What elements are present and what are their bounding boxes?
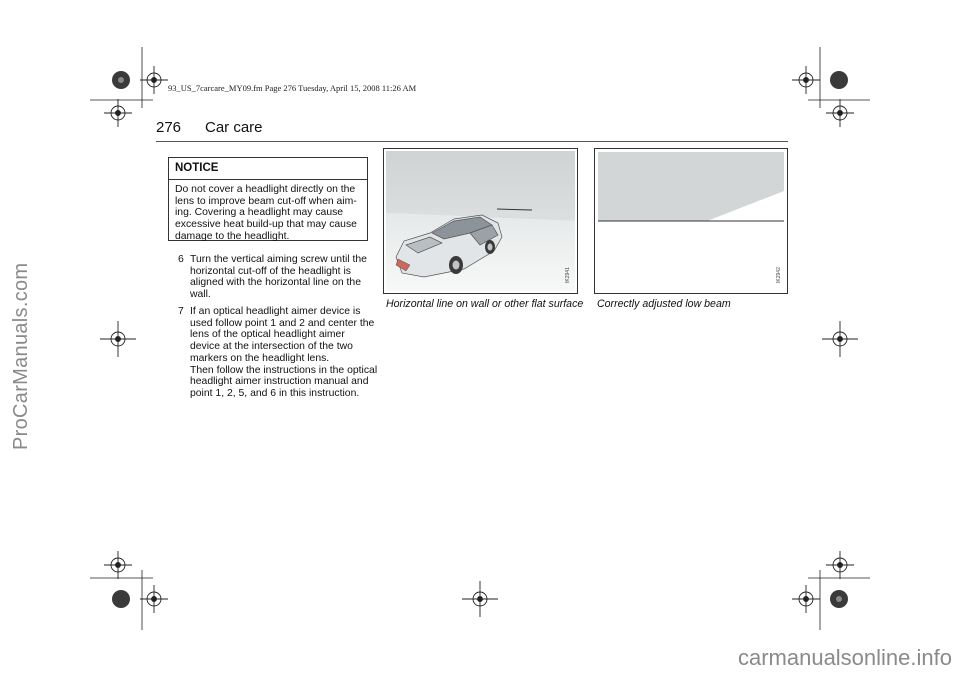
print-meta-line: 93_US_7carcare_MY09.fm Page 276 Tuesday, April 15, 2008 11:26 AM bbox=[168, 83, 417, 93]
notice-box bbox=[168, 157, 368, 241]
watermark-bottom: carmanualsonline.info bbox=[737, 645, 952, 670]
section-title: Car care bbox=[205, 119, 263, 136]
step-line: used follow point 1 and 2 and center the bbox=[190, 317, 375, 329]
step-7 bbox=[178, 306, 378, 400]
step-text bbox=[190, 254, 378, 301]
figure-code: IK2942 bbox=[776, 267, 782, 283]
step-line: horizontal cut-off of the headlight is bbox=[190, 265, 351, 277]
low-beam-illustration bbox=[595, 149, 787, 293]
car-illustration bbox=[384, 149, 577, 293]
watermark-left: ProCarManuals.com bbox=[10, 262, 32, 450]
notice-line: lens to improve beam cut-off when aim- bbox=[175, 195, 357, 207]
step-number: 7 bbox=[178, 306, 184, 317]
notice-body bbox=[175, 184, 365, 243]
step-text bbox=[190, 306, 378, 400]
notice-line: ing. Covering a headlight may cause bbox=[175, 207, 344, 219]
step-6 bbox=[178, 254, 378, 302]
step-line: Then follow the instructions in the optical bbox=[190, 364, 378, 376]
figure-code: IK2941 bbox=[565, 267, 571, 283]
figure-low-beam bbox=[594, 148, 788, 294]
step-line: device at the intersection of the two bbox=[190, 341, 353, 353]
figure-caption: Horizontal line on wall or other flat surface bbox=[386, 298, 584, 310]
notice-title: NOTICE bbox=[169, 158, 367, 180]
figure-caption: Correctly adjusted low beam bbox=[597, 298, 731, 310]
step-line: markers on the headlight lens. bbox=[190, 352, 330, 364]
step-number: 6 bbox=[178, 254, 184, 265]
notice-line: Do not cover a headlight directly on the bbox=[175, 184, 356, 195]
page-number: 276 bbox=[156, 119, 182, 136]
step-line: aligned with the horizontal line on the bbox=[190, 277, 361, 289]
step-line: wall. bbox=[190, 289, 211, 301]
step-line: lens of the optical headlight aimer bbox=[190, 329, 345, 341]
header-rule bbox=[156, 141, 788, 142]
step-line: If an optical headlight aimer device is bbox=[190, 306, 361, 317]
notice-line: excessive heat build-up that may cause bbox=[175, 219, 357, 231]
step-line: headlight aimer instruction manual and bbox=[190, 376, 369, 388]
notice-line: damage to the headlight. bbox=[175, 230, 290, 242]
step-line: point 1, 2, 5, and 6 in this instruction. bbox=[190, 387, 360, 399]
step-line: Turn the vertical aiming screw until the bbox=[190, 254, 367, 265]
figure-car-wall bbox=[383, 148, 578, 294]
